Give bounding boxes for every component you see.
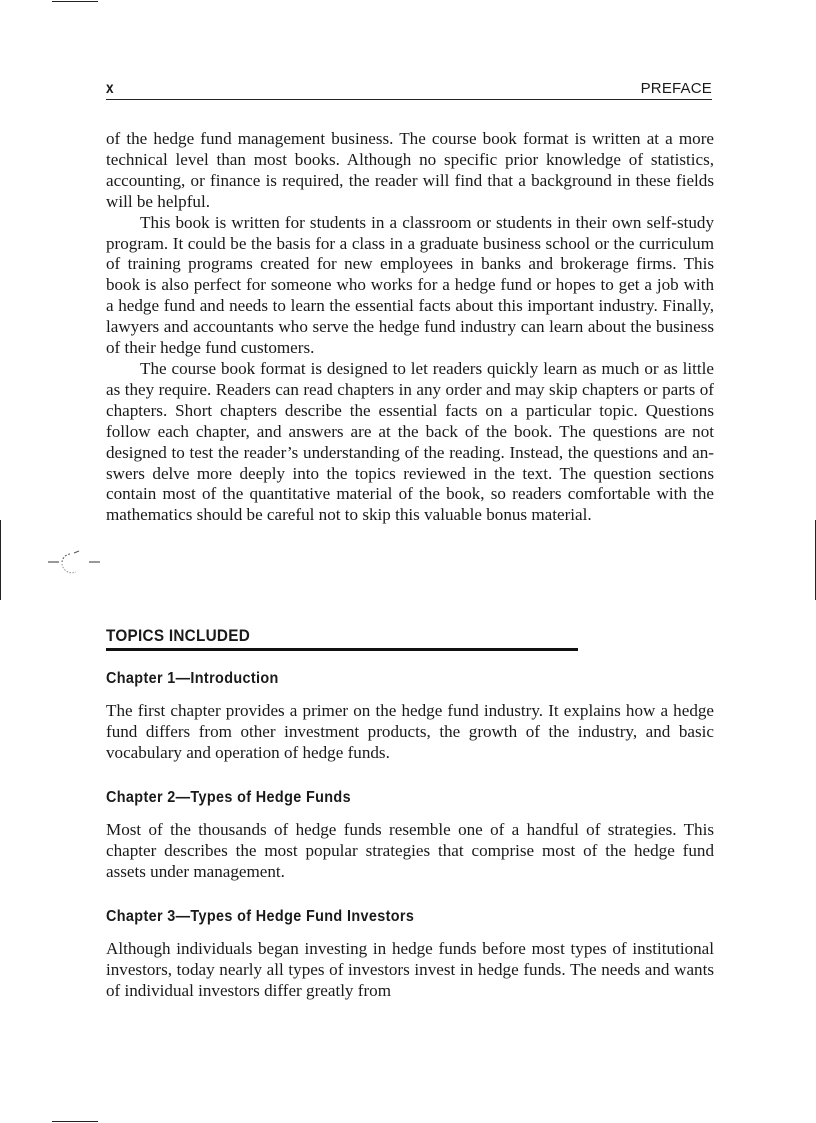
chapter-3-heading: Chapter 3—Types of Hedge Fund Investors bbox=[106, 908, 415, 925]
body-text bbox=[106, 129, 714, 526]
registration-mark-icon bbox=[48, 550, 100, 574]
crop-mark-left-middle bbox=[0, 520, 1, 600]
section-rule bbox=[106, 648, 578, 651]
chapter-1-heading: Chapter 1—Introduction bbox=[106, 670, 279, 687]
page-number: x bbox=[106, 80, 114, 97]
running-title: PREFACE bbox=[640, 80, 712, 97]
chapter-2-text: Most of the thousands of hedge funds resemble one of a handful of strategies. This chapter describes the most popular strategies that comprise most of the hedge fund assets under management. bbox=[106, 820, 714, 881]
chapter-2-heading: Chapter 2—Types of Hedge Funds bbox=[106, 789, 351, 806]
section-title: TOPICS INCLUDED bbox=[106, 626, 251, 645]
paragraph-2: This book is written for students in a classroom or students in their own self-study program. It could be the basis for a class in a graduate business school or the curriculum of training programs created for new employees in banks and brokerage firms. This book is also perfect for someone who works for a hedge fund or hopes to get a job with a hedge fund and needs to learn the essential facts about this important industry. Finally, lawyers and accountants who serve the hedge fund industry can learn about the business of their hedge fund customers. bbox=[106, 212, 714, 358]
paragraph-3: The course book format is designed to let readers quickly learn as much or as little as they require. Readers can read chapters in any order and may skip chapters or parts of chapters. Short chapters describe the essential facts on a particular topic. Questions follow each chapter, and answers are at the back of the book. The questions are not designed to test the reader’s understanding of the reading. Instead, the questions and answers delve more deeply into the topics reviewed in the text. The question sections contain most of the quantitative material of the book, so readers comfortable with the mathematics should be careful not to skip this valuable bonus material. bbox=[106, 358, 714, 525]
crop-mark-top-left bbox=[52, 1, 98, 2]
paragraph-1: of the hedge fund management business. The course book format is written at a more technical level than most books. Although no specific prior knowledge of statistics, accounting, or finance is required, the reader will find that a background in these fields will be helpful. bbox=[106, 129, 714, 211]
chapter-3-text: Although individuals began investing in hedge funds before most types of institutional investors, today nearly all types of investors invest in hedge funds. The needs and wants of individual investors differ greatly from bbox=[106, 939, 714, 1000]
crop-mark-bottom-left bbox=[52, 1121, 98, 1122]
running-header bbox=[106, 80, 712, 100]
chapter-1-text: The first chapter provides a primer on the hedge fund industry. It explains how a hedge fund differs from other investment products, the growth of the industry, and basic vocabulary and operation of hedge funds. bbox=[106, 701, 714, 762]
header-rule bbox=[106, 99, 712, 100]
